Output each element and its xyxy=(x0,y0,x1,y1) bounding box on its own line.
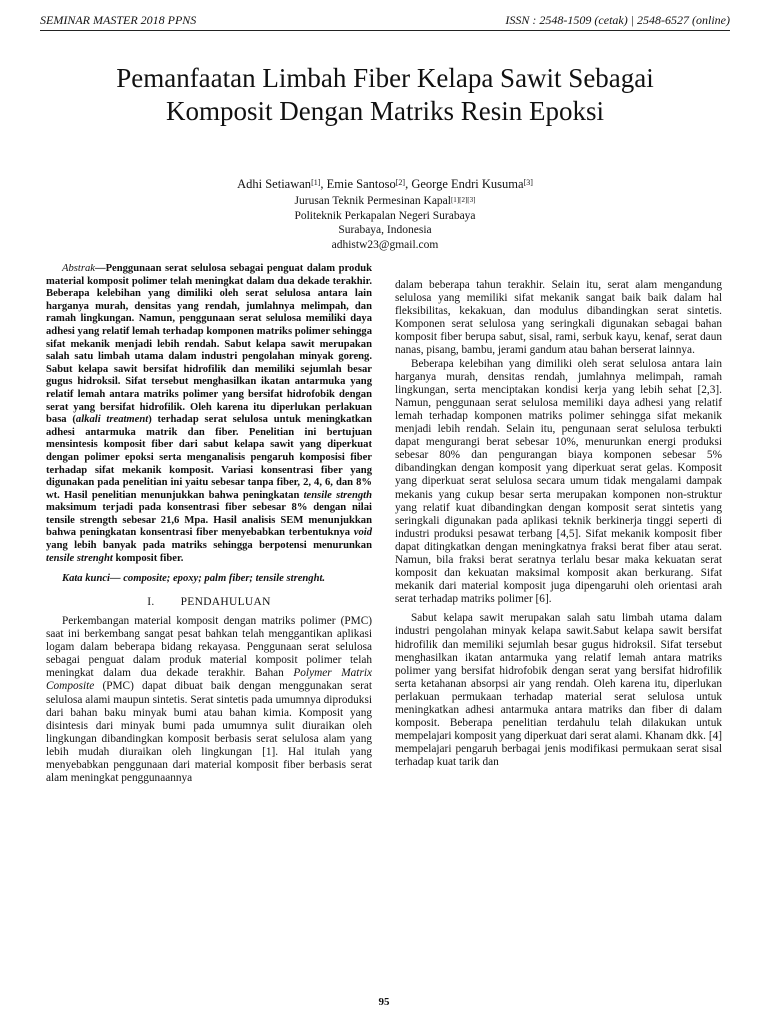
author-ref: [1] xyxy=(311,178,321,187)
author-ref: [2] xyxy=(395,178,406,187)
department xyxy=(40,194,730,209)
author-name: Emie Santoso xyxy=(326,177,396,191)
author-ref: [3] xyxy=(523,178,533,187)
author-list: Adhi Setiawan[1], Emie Santoso[2], George Endri Kusuma[3] xyxy=(237,177,533,191)
department-name: Jurusan Teknik Permesinan Kapal xyxy=(294,195,451,207)
affiliation xyxy=(40,194,730,252)
author-name: George Endri Kusuma xyxy=(411,177,524,191)
title-line-2: Komposit Dengan Matriks Resin Epoksi xyxy=(166,96,604,126)
left-column xyxy=(46,263,372,785)
section-heading xyxy=(46,596,372,609)
seminar-name: SEMINAR MASTER 2018 PPNS xyxy=(40,13,197,27)
section-number: I. xyxy=(147,595,155,608)
author-name: Adhi Setiawan xyxy=(237,177,312,191)
running-header xyxy=(40,13,730,31)
email[interactable]: adhistw23@gmail.com xyxy=(331,238,439,251)
keywords-label: Kata kunci— xyxy=(62,573,121,585)
city: Surabaya, Indonesia xyxy=(338,224,432,236)
issn: ISSN : 2548-1509 (cetak) | 2548-6527 (online) xyxy=(505,13,730,27)
right-column xyxy=(395,279,722,769)
body-paragraph: dalam beberapa tahun terakhir. Selain itu, serat alam mengandung selulosa yang memiliki sifat mekanik sangat baik baik dalam hal fleksibilitas, kekakuan, dan modulus dibandingkan serat sintetis. Komponen serat selulosa yang seringkali digunakan sebagai bahan komposit fiber berupa sabut, sisal, rami, serbuk kayu, kenaf, serat daun nanas, pisang, bambu, jerami gandum atau bahan berserat lainnya. xyxy=(395,279,722,357)
abstract-label: Abstrak xyxy=(62,263,95,274)
keywords xyxy=(46,573,372,586)
department-ref: [1][2][3] xyxy=(450,196,476,204)
header-rule xyxy=(40,30,730,31)
body-paragraph: Perkembangan material komposit dengan matriks polimer (PMC) saat ini berkembang sangat pesat bahkan telah menggantikan aplikasi logam dalam beberapa bidang rekayasa. Penggunaan serat selulosa sebagai penguat dalam produk material komposit polimer telah meningkat dalam dua dekade terakhir. Bahan Polymer Matrix Composite (PMC) dapat dibuat baik dengan menggunakan serat selulosa alami maupun sintetis. Serat sintetis pada umumnya diproduksi dari bahan baku minyak bumi atau bahan kimia. Komposit yang disintesis dari minyak bumi pada umumnya sulit diuraikan oleh lingkungan dibandingkan komposit berbasis serat selulosa alam yang lebih mudah diuraikan oleh lingkungan [1]. Hal itulah yang menyebabkan penggunaan dari material komposit fiber berbasis serat alam meningkat penggunaannya xyxy=(46,614,372,785)
body-paragraph: Sabut kelapa sawit merupakan salah satu limbah utama dalam industri pengolahan minyak kelapa sawit.Sabut kelapa sawit bersifat hidrofilik dan memiliki sejumlah besar gugus hidroksil. Sifat tersebut menghasilkan ikatan antarmuka yang relatif lemah antara matriks polimer yang bersifat hidrofobik dengan serat yang bersifat hidrofilik serta ketahanan absorpsi air yang rendah. Oleh karena itu, diperlukan perlakuan permukaan terhadap material serat selulosa untuk meningkatkan adhesi antarmuka antara matriks dan fiber di dalam komposit. Beberapa penelitian terdahulu telah dilakukan untuk mempelajari komposit yang diperkuat dari serat alami. Khanam dkk. [4] mempelajari pengaruh berbagai jenis modifikasi permukaan serat sisal terhadap kuat tarik dan xyxy=(395,612,722,769)
paper-title xyxy=(40,62,730,128)
section-title: PENDAHULUAN xyxy=(180,595,271,608)
title-line-1: Pemanfaatan Limbah Fiber Kelapa Sawit Sebagai xyxy=(116,63,654,93)
keywords-text: composite; epoxy; palm fiber; tensile strenght. xyxy=(120,573,326,585)
abstract: Abstrak—Penggunaan serat selulosa sebagai penguat dalam produk material komposit polimer telah meningkat dalam dua dekade terakhir. Beberapa kelebihan yang dimiliki oleh serat selulosa antara lain harganya murah, densitas yang rendah, jumlahnya melimpah, dan ramah lingkungan. Namun, penggunaan serat selulosa memiliki daya adhesi yang relatif lemah terhadap komponen matriks polimer sehingga sifat mekanik menjadi lebih rendah. Sabut kelapa sawit merupakan salah satu limbah utama dalam industri pengolahan minyak goreng. Sabut kelapa sawit bersifat hidrofilik dan memiliki sejumlah besar gugus hidroksil. Sifat tersebut menghasilkan ikatan antarmuka yang relatif lemah antara matriks polimer yang bersifat hidrofobik dengan serat yang bersifat hidrofilik. Oleh karena itu diperlukan perlakuan basa (alkali treatment) terhadap serat selulosa untuk meningkatkan adhesi antarmuka matrik dan fiber. Penelitian ini bertujuan mensintesis komposit fiber dari sabut kelapa sawit yang diperkuat dengan polimer epoksi serta menganalisis pengaruh komposisi fiber terhadap sifat mekanik komposit. Variasi konsentrasi fiber yang digunakan pada penelitian ini yaitu sebesar tanpa fiber, 2, 4, 6, dan 8% wt. Hasil penelitian menunjukkan bahwa peningkatan tensile strength maksimum terjadi pada konsentrasi fiber sebesar 8% dengan nilai tensile strength sebesar 21,6 Mpa. Hasil analisis SEM menunjukkan bahwa peningkatan konsentrasi fiber menyebabkan terbentuknya void yang lebih banyak pada matriks sehingga berpotensi menurunkan tensile strenght komposit fiber. xyxy=(46,263,372,564)
page-number: 95 xyxy=(378,996,390,1008)
body-paragraph: Beberapa kelebihan yang dimiliki oleh serat selulosa antara lain harganya murah, densitas rendah, jumlahnya melimpah, ramah lingkungan, serta menciptakan kondisi kerja yang lebih sehat [2,3]. Namun, penggunaan serat selulosa memiliki daya adhesi yang relatif lemah terhadap komponen matriks polimer sehingga sifat mekanik menjadi lebih rendah. Selain itu, pengunaan serat selulosa terbukti dapat mengurangi berat sebesar 10%, menurunkan energi produksi sebesar 80% dan pengurangan biaya komponen sebesar 5% dibandingkan dengan komposit yang diperkuat serat gelas. Komposit yang diperkuat serat selulosa secara umum tidak mengalami dampak mekanis yang cukup besar serta merupakan komponen non-struktur yang relatif kuat dibandingkan dengan komposit serat sintetis yang seringkali digunakan pada aplikasi teknik berkinerja tinggi seperti di industri produksi pesawat terbang [4,5]. Sifat mekanik komposit fiber dapat ditingkatkan dengan meningkatnya fraksi berat fiber atau serat. Namun, bila fraksi berat seratnya terlalu besar maka kekuatan serat komposit dan kekuatan maksimal komposit akan berkurang. Sifat mekanik dari material komposit juga dipengaruhi oleh orientasi arah serat terhadap matriks polimer [6]. xyxy=(395,357,722,606)
institution: Politeknik Perkapalan Negeri Surabaya xyxy=(294,209,476,222)
